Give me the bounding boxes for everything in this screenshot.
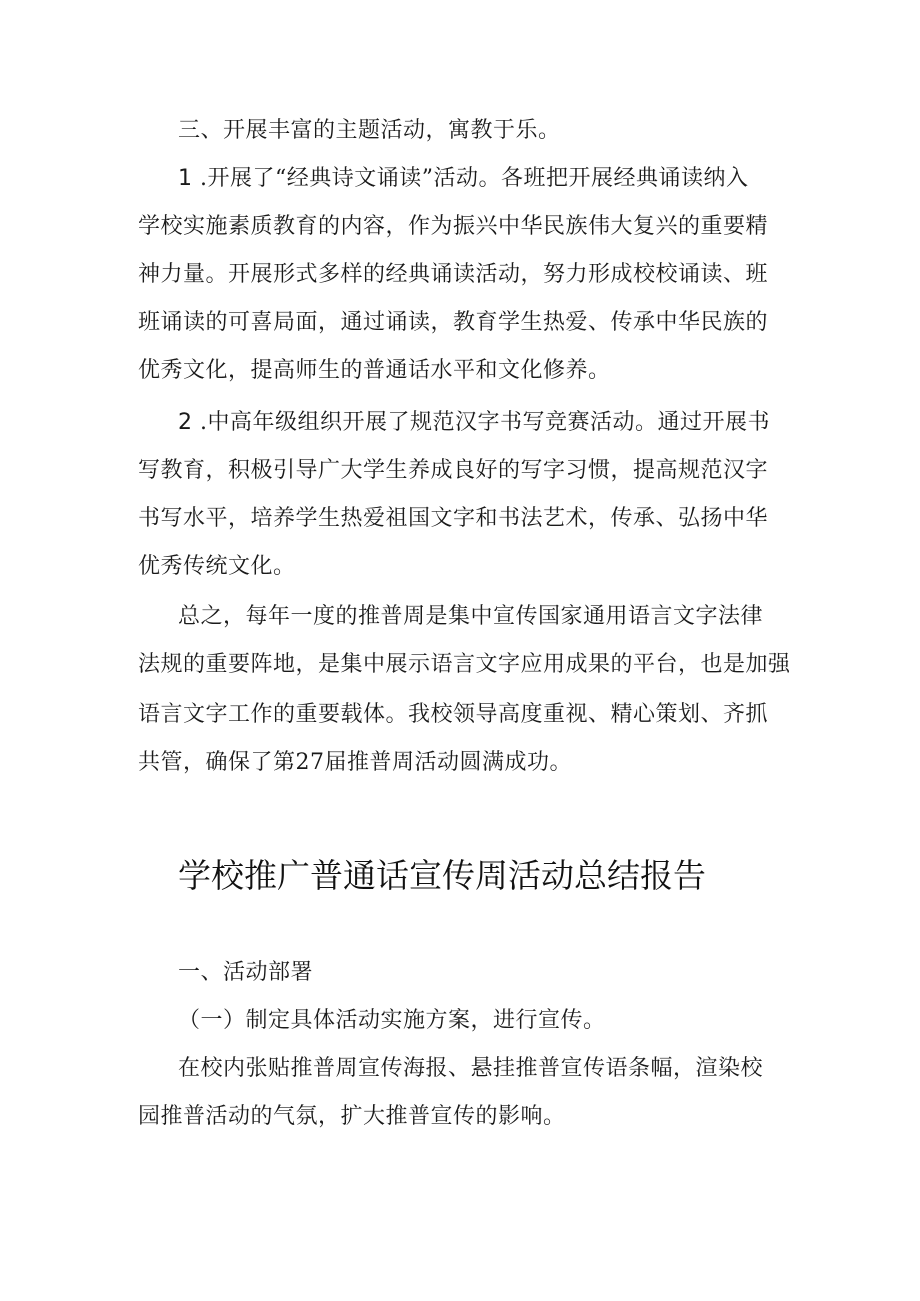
subsection-heading: （一）制定具体活动实施方案，进行宣传。 (178, 1008, 606, 1033)
paragraph-line: 写教育，积极引导广大学生养成良好的写字习惯，提高规范汉字 (138, 458, 769, 483)
section-heading: 三、开展丰富的主题活动，寓教于乐。 (178, 118, 561, 143)
paragraph-line: 班诵读的可喜局面，通过诵读，教育学生热爱、传承中华民族的 (138, 310, 769, 335)
paragraph-line: 园推普活动的气氛，扩大推普宣传的影响。 (138, 1104, 566, 1129)
paragraph-line (178, 408, 828, 438)
paragraph-line: 书写水平，培养学生热爱祖国文字和书法艺术，传承、弘扬中华 (138, 506, 769, 531)
paragraph-line: 优秀传统文化。 (138, 554, 296, 579)
paragraph-line: 语言文字工作的重要载体。我校领导高度重视、精心策划、齐抓 (138, 702, 769, 727)
item-number: 2 (178, 410, 193, 435)
paragraph-line: 学校实施素质教育的内容，作为振兴中华民族伟大复兴的重要精 (138, 214, 769, 239)
document-title: 学校推广普通话宣传周活动总结报告 (178, 856, 706, 895)
paragraph-line: 共管，确保了第27届推普周活动圆满成功。 (138, 750, 572, 775)
paragraph-text: .开展了“经典诗文诵读”活动。各班把开展经典诵读纳入 (200, 166, 749, 191)
paragraph-line: 法规的重要阵地，是集中展示语言文字应用成果的平台，也是加强 (138, 652, 791, 677)
item-number: 1 (178, 166, 193, 191)
paragraph-text: .中高年级组织开展了规范汉字书写竞赛活动。通过开展书 (200, 410, 770, 435)
paragraph-line (178, 164, 828, 194)
section-heading: 一、活动部署 (178, 960, 314, 985)
paragraph-line: 在校内张贴推普周宣传海报、悬挂推普宣传语条幅，渲染校 (178, 1056, 764, 1081)
paragraph-line: 优秀文化，提高师生的普通话水平和文化修养。 (138, 358, 611, 383)
paragraph-line: 总之，每年一度的推普周是集中宣传国家通用语言文字法律 (178, 604, 764, 629)
paragraph-line: 神力量。开展形式多样的经典诵读活动，努力形成校校诵读、班 (138, 262, 769, 287)
